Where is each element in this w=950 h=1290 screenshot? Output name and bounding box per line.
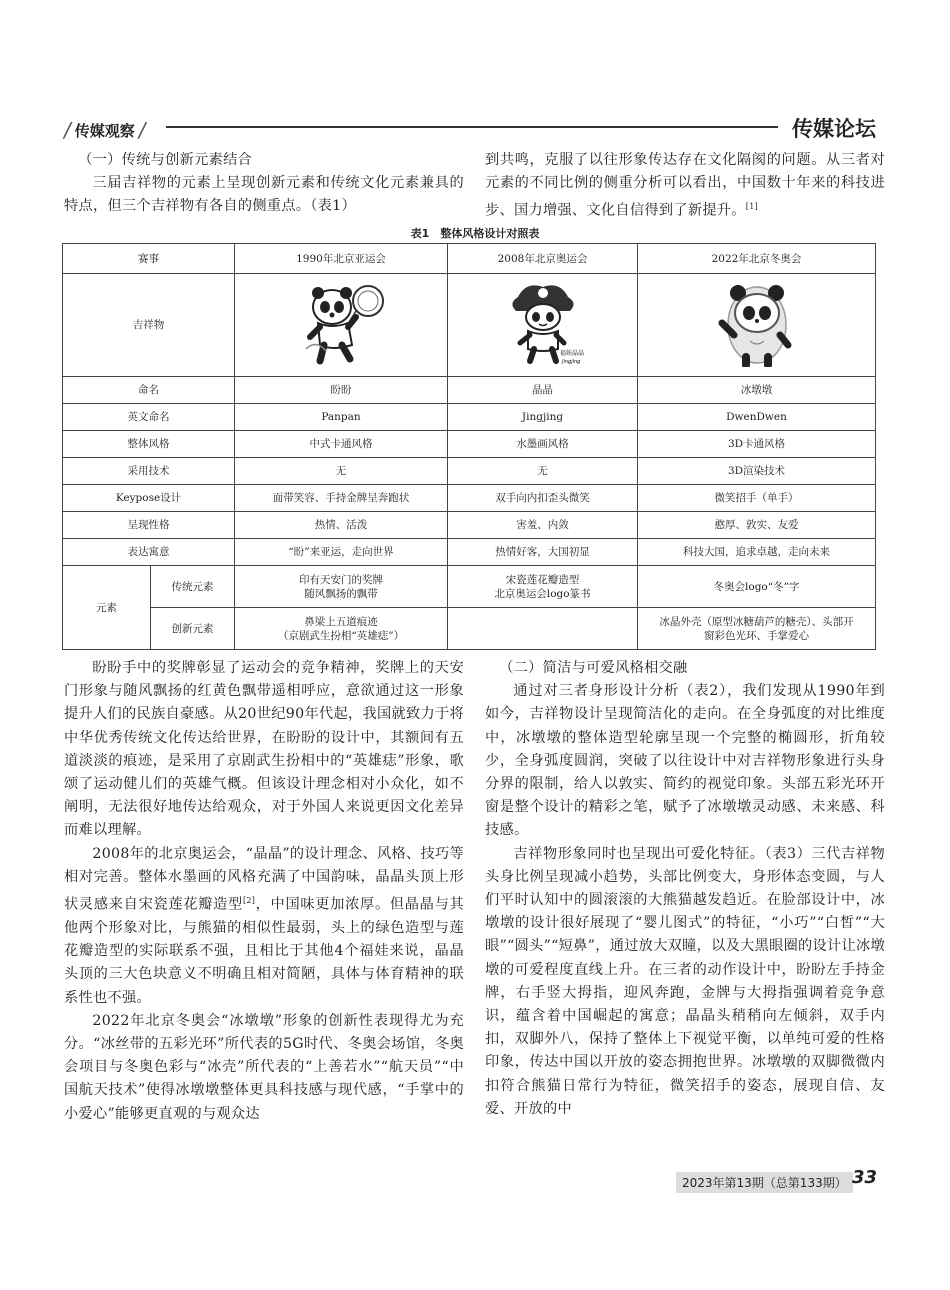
bingdwendwen-image	[712, 279, 802, 367]
table-cell: 微笑招手（单手）	[638, 485, 876, 512]
table-subrow-label: 创新元素	[151, 608, 235, 650]
table-cell: 冰墩墩	[638, 377, 876, 404]
panpan-cell	[235, 274, 448, 377]
mascot-image-row	[63, 274, 876, 377]
bottom-right-column	[485, 657, 885, 1121]
table-row-label: 表达寓意	[63, 539, 235, 566]
dwen-cell	[638, 274, 876, 377]
table-cell: 3D卡通风格	[638, 431, 876, 458]
table-row	[63, 377, 876, 404]
table-cell: 害羞、内敛	[448, 512, 638, 539]
table-row-label: 吉祥物	[63, 274, 235, 377]
table-subrow-label: 传统元素	[151, 566, 235, 608]
table-row	[63, 458, 876, 485]
table-row-label: 采用技术	[63, 458, 235, 485]
table-cell: 水墨画风格	[448, 431, 638, 458]
paragraph: 盼盼手中的奖牌彰显了运动会的竞争精神，奖牌上的天安门形象与随风飘扬的红黄色飘带遥相呼应，意欲通过这一形象提升人们的民族自豪感。从20世纪90年代起，我国就致力于将中华优秀传统文化传达给世界，在盼盼的设计中，其额间有五道淡淡的痕迹，是采用了京剧武生扮相中的“英雄痣”形象，歌颂了运动健儿们的英雄气概。但该设计理念相对小众化，如不阐明，无法很好地传达给观众，对于外国人来说更因文化差异而难以理解。	[64, 660, 464, 839]
table-cell: Panpan	[235, 404, 448, 431]
paragraph: 2022年北京冬奥会“冰墩墩”形象的创新性表现得尤为充分。“冰丝带的五彩光环”所代表的5G时代、冬奥会场馆，冬奥会项目与冬奥色彩与“冰壳”所代表的“上善若水”“航天员”“中国航天技术”使得冰墩墩整体更具科技感与现代感，“手掌中的小爱心”能够更直观的与观众达	[64, 1012, 464, 1122]
table-row-label: 元素	[63, 566, 151, 650]
table-row-label: 呈现性格	[63, 512, 235, 539]
table-cell: “盼”来亚运，走向世界	[235, 539, 448, 566]
jingjing-image-tag: 福娃晶晶	[559, 350, 584, 357]
table-cell: DwenDwen	[638, 404, 876, 431]
table-row	[63, 539, 876, 566]
table-row	[63, 404, 876, 431]
page-number: 33	[852, 1167, 878, 1188]
top-right-column	[485, 149, 885, 223]
table-row-label: 命名	[63, 377, 235, 404]
table-header-cell: 赛事	[63, 244, 235, 274]
table-row	[63, 512, 876, 539]
panpan-image	[296, 279, 386, 367]
paragraph: 三届吉祥物的元素上呈现创新元素和传统文化元素兼具的特点，但三个吉祥物有各自的侧重点。（表1）	[64, 175, 464, 215]
table-header-cell: 2008年北京奥运会	[448, 244, 638, 274]
table-cell: 宋瓷莲花瓣造型 北京奥运会logo篆书	[448, 566, 638, 608]
top-left-column	[64, 149, 464, 219]
jingjing-image-tag: Jingjing	[561, 359, 580, 365]
table-cell: 科技大国，追求卓越，走向未来	[638, 539, 876, 566]
table-cell: 热情、活泼	[235, 512, 448, 539]
table-row-label: 整体风格	[63, 431, 235, 458]
paragraph: 通过对三者身形设计分析（表2），我们发现从1990年到如今，吉祥物设计呈现简洁化的走向。在全身弧度的对比维度中，冰墩墩的整体造型轮廓呈现一个完整的椭圆形，折角较少，全身弧度圆润，突破了以往设计中对吉祥物形象进行头身分界的限制，给人以敦实、简约的视觉印象。头部五彩光环开窗是整个设计的精彩之笔，赋予了冰墩墩灵动感、未来感、科技感。	[485, 683, 885, 839]
journal-title: 传媒论坛	[792, 117, 876, 141]
issue-label: 2023年第13期（总第133期）	[676, 1172, 853, 1193]
table-cell: 印有天安门的奖牌 随风飘扬的飘带	[235, 566, 448, 608]
table-cell: 中式卡通风格	[235, 431, 448, 458]
table-caption: 表1 整体风格设计对照表	[410, 227, 540, 240]
column-label-text: 传媒观察	[74, 121, 135, 140]
table-cell: Jingjing	[448, 404, 638, 431]
table-cell: 无	[448, 458, 638, 485]
table-row-label: 英文命名	[63, 404, 235, 431]
paragraph: 吉祥物形象同时也呈现出可爱化特征。（表3）三代吉祥物头身比例呈现减小趋势，头部比例变大，身形体态变圆，与人们平时认知中的圆滚滚的大熊猫越发趋近。在脸部设计中，冰墩墩的设计很好展现了“婴儿图式”的特征，“小巧”“白皙”“大眼”“圆头”“短鼻”，通过放大双瞳，以及大黑眼圈的设计让冰墩墩的可爱程度直线上升。在三者的动作设计中，盼盼左手持金牌，右手竖大拇指，迎风奔跑，金牌与大拇指强调着竞争意识，蕴含着中国崛起的寓意；晶晶头稍稍向左倾斜，双手内扣，双脚外八，保持了整体上下视觉平衡，以单纯可爱的性格印象，传达中国以开放的姿态拥抱世界。冰墩墩的双脚微微内扣符合熊猫日常行为特征，微笑招手的姿态，展现自信、友爱、开放的中	[485, 845, 885, 1117]
table-cell: 盼盼	[235, 377, 448, 404]
table-cell	[448, 608, 638, 650]
table-cell: 冬奥会logo“冬”字	[638, 566, 876, 608]
jingjing-image	[498, 279, 588, 367]
table-row-label: Keypose设计	[63, 485, 235, 512]
header-rule	[166, 126, 778, 128]
jingjing-cell	[448, 274, 638, 377]
table-header-cell: 2022年北京冬奥会	[638, 244, 876, 274]
citation-ref: [2]	[242, 896, 256, 906]
table-cell: 双手向内扣歪头微笑	[448, 485, 638, 512]
paragraph: 到共鸣，克服了以往形象传达存在文化隔阂的问题。从三者对元素的不同比例的侧重分析可以看出，中国数十年来的科技进步、国力增强、文化自信得到了新提升。[1]	[485, 152, 885, 220]
table-cell: 晶晶	[448, 377, 638, 404]
table-cell: 面带笑容、手持金牌呈奔跑状	[235, 485, 448, 512]
section-heading-1: （一）传统与创新元素结合	[78, 152, 253, 168]
column-label: / 传媒观察 /	[64, 118, 146, 142]
section-heading-2: （二）简洁与可爱风格相交融	[499, 660, 688, 676]
comparison-table	[62, 243, 876, 650]
bottom-left-column	[64, 657, 464, 1126]
paragraph: 2008年的北京奥运会，“晶晶”的设计理念、风格、技巧等相对完善。整体水墨画的风格充满了中国韵味，晶晶头顶上形状灵感来自宋瓷莲花瓣造型[2]，中国味更加浓厚。但晶晶与其他两个形象对比，与熊猫的相似性最弱，头上的绿色造型与莲花瓣造型的实际联系不强，且相比于其他4个福娃来说，晶晶头顶的三大色块意义不明确且相对简陋，具体与体育精神的联系性也不强。	[64, 845, 464, 1006]
table-row	[63, 608, 876, 650]
table-cell: 冰晶外壳（原型冰糖葫芦的糖壳）、头部开 窗彩色光环、手掌爱心	[638, 608, 876, 650]
table-cell: 热情好客，大国初显	[448, 539, 638, 566]
table-row	[63, 431, 876, 458]
table-cell: 鼻梁上五道痕迹 （京剧武生扮相“英雄痣”）	[235, 608, 448, 650]
table-cell: 憨厚、敦实、友爱	[638, 512, 876, 539]
table-header-cell: 1990年北京亚运会	[235, 244, 448, 274]
citation-ref: [1]	[745, 202, 759, 212]
table-row	[63, 485, 876, 512]
table-cell: 3D渲染技术	[638, 458, 876, 485]
table-header-row	[63, 244, 876, 274]
table-cell: 无	[235, 458, 448, 485]
table-row	[63, 566, 876, 608]
